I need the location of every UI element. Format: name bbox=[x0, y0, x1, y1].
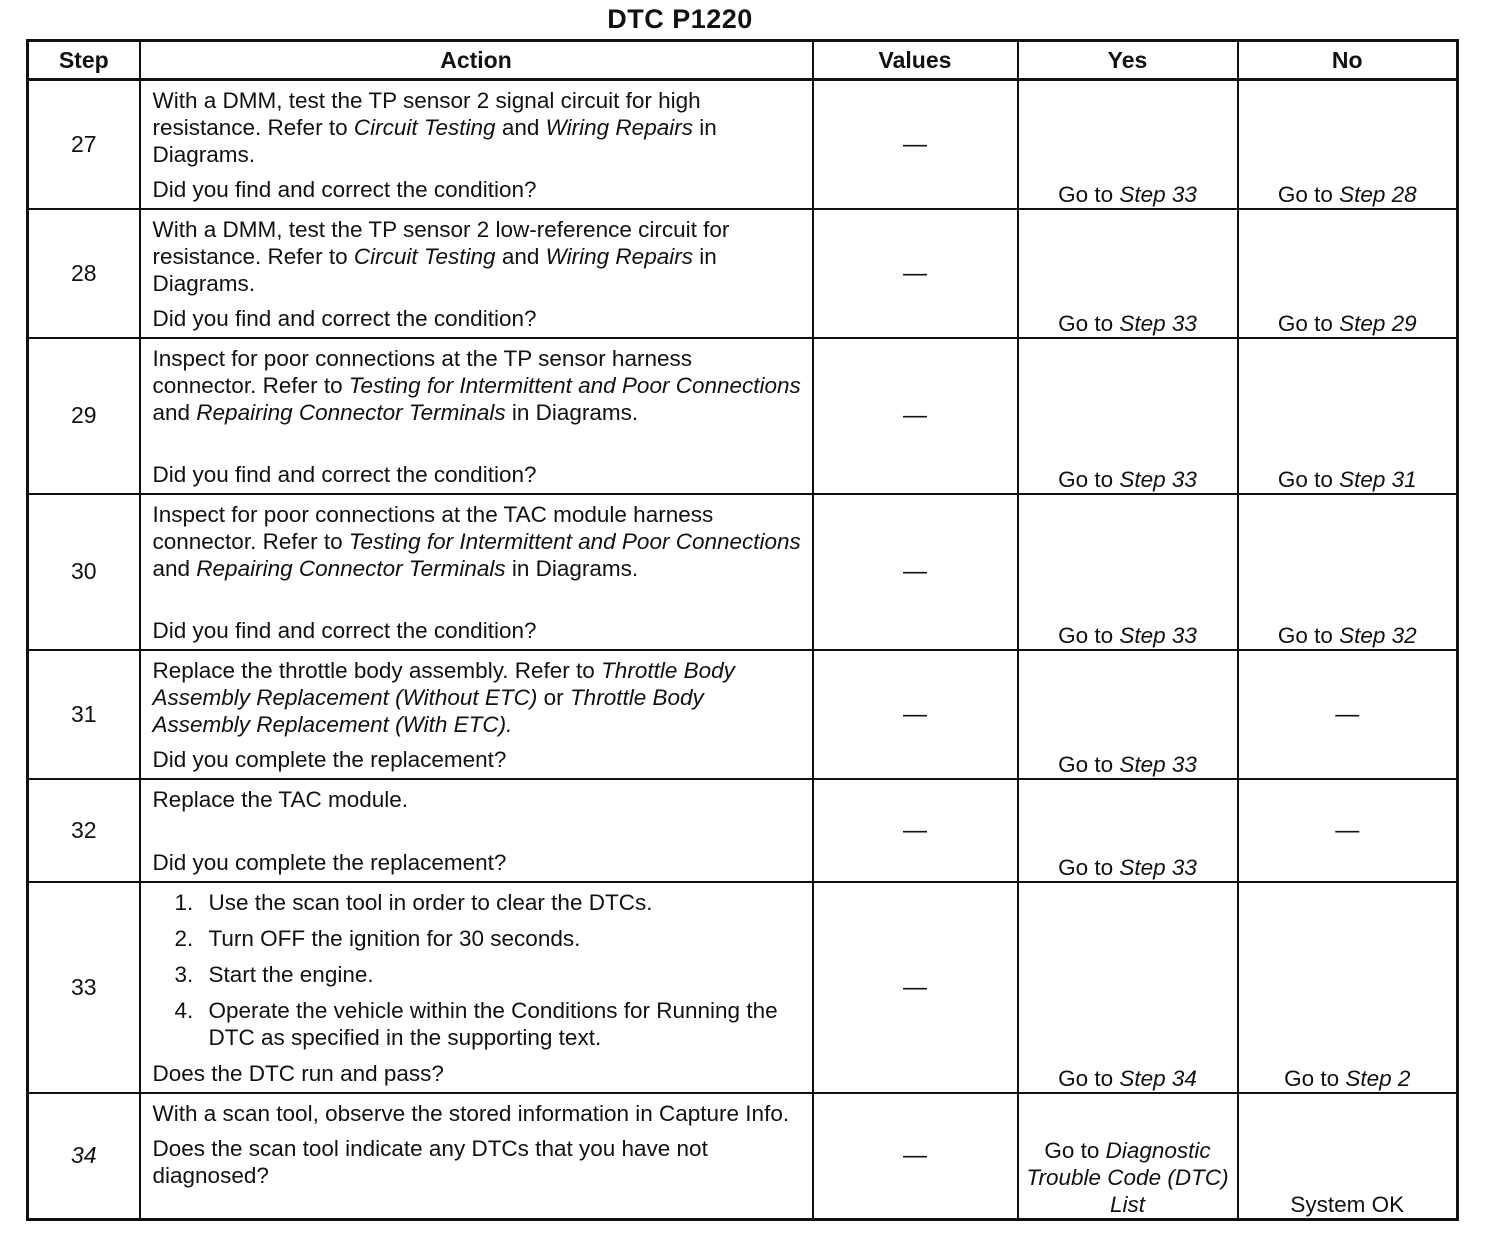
action-cell bbox=[140, 650, 813, 779]
step-number: 28 bbox=[28, 209, 140, 338]
yes-cell: Go to Step 34 bbox=[1018, 882, 1238, 1093]
yes-cell: Go to Step 33 bbox=[1018, 338, 1238, 494]
table-row bbox=[28, 882, 1458, 1093]
action-text: Replace the throttle body assembly. Refer to Throttle Body Assembly Replacement (Without ETC) or Throttle Body Assembly Replacement (With ETC). bbox=[152, 657, 735, 737]
action-text: With a scan tool, observe the stored information in Capture Info. bbox=[152, 1100, 790, 1126]
step-number: 33 bbox=[28, 882, 140, 1093]
action-text: Replace the TAC module. bbox=[152, 786, 409, 812]
step-number: 32 bbox=[28, 779, 140, 882]
action-question: Did you complete the replacement? bbox=[152, 849, 507, 875]
action-question: Did you find and correct the condition? bbox=[152, 176, 537, 202]
values-cell: — bbox=[813, 882, 1018, 1093]
action-cell bbox=[140, 209, 813, 338]
step-number: 27 bbox=[28, 80, 140, 209]
list-item: 4. Operate the vehicle within the Conditions for Running the DTC as specified in the supporting text. bbox=[174, 997, 778, 1050]
no-cell: Go to Step 29 bbox=[1238, 209, 1458, 338]
list-item: 1. Use the scan tool in order to clear the DTCs. bbox=[174, 889, 653, 915]
yes-cell: Go to Step 33 bbox=[1018, 650, 1238, 779]
values-cell: — bbox=[813, 338, 1018, 494]
step-number: 30 bbox=[28, 494, 140, 650]
action-cell bbox=[140, 494, 813, 650]
list-item: 2. Turn OFF the ignition for 30 seconds. bbox=[174, 925, 581, 951]
table-row bbox=[28, 494, 1458, 650]
action-text: With a DMM, test the TP sensor 2 signal circuit for high resistance. Refer to Circuit Testing and Wiring Repairs in Diagrams. bbox=[152, 88, 717, 167]
values-cell: — bbox=[813, 650, 1018, 779]
action-cell bbox=[140, 779, 813, 882]
action-question: Did you find and correct the condition? bbox=[152, 305, 537, 331]
action-cell bbox=[140, 882, 813, 1093]
diagnostic-table bbox=[26, 39, 1459, 1221]
table-row bbox=[28, 779, 1458, 882]
action-cell bbox=[140, 1093, 813, 1220]
no-cell: Go to Step 28 bbox=[1238, 80, 1458, 209]
values-cell: — bbox=[813, 80, 1018, 209]
action-question: Does the DTC run and pass? bbox=[152, 1060, 444, 1086]
header-yes: Yes bbox=[1018, 41, 1238, 80]
yes-cell: Go to Step 33 bbox=[1018, 80, 1238, 209]
no-cell: Go to Step 32 bbox=[1238, 494, 1458, 650]
table-row bbox=[28, 650, 1458, 779]
yes-cell: Go to Step 33 bbox=[1018, 494, 1238, 650]
action-text: Inspect for poor connections at the TP sensor harness connector. Refer to Testing for Intermittent and Poor Connections and Repairing Connector Terminals in Diagrams. bbox=[152, 345, 801, 425]
values-cell: — bbox=[813, 1093, 1018, 1220]
action-text: Inspect for poor connections at the TAC module harness connector. Refer to Testing for Intermittent and Poor Connections and Repairing Connector Terminals in Diagrams. bbox=[152, 501, 801, 581]
header-action: Action bbox=[140, 41, 813, 80]
list-item: 3. Start the engine. bbox=[174, 961, 374, 987]
table-row bbox=[28, 80, 1458, 209]
no-cell: System OK bbox=[1238, 1093, 1458, 1220]
action-cell bbox=[140, 80, 813, 209]
step-number: 29 bbox=[28, 338, 140, 494]
no-cell: Go to Step 2 bbox=[1238, 882, 1458, 1093]
action-question: Did you find and correct the condition? bbox=[152, 461, 537, 487]
header-step: Step bbox=[28, 41, 140, 80]
table-row bbox=[28, 209, 1458, 338]
yes-cell: Go to Step 33 bbox=[1018, 209, 1238, 338]
table-row bbox=[28, 1093, 1458, 1220]
values-cell: — bbox=[813, 494, 1018, 650]
header-no: No bbox=[1238, 41, 1458, 80]
action-question: Did you complete the replacement? bbox=[152, 746, 507, 772]
step-number: 34 bbox=[28, 1093, 140, 1220]
action-question: Did you find and correct the condition? bbox=[152, 617, 537, 643]
no-cell: Go to Step 31 bbox=[1238, 338, 1458, 494]
values-cell: — bbox=[813, 209, 1018, 338]
no-cell: — bbox=[1238, 779, 1458, 882]
table-row bbox=[28, 338, 1458, 494]
table-header-row bbox=[28, 41, 1458, 80]
values-cell: — bbox=[813, 779, 1018, 882]
step-number: 31 bbox=[28, 650, 140, 779]
action-cell bbox=[140, 338, 813, 494]
action-text: With a DMM, test the TP sensor 2 low-reference circuit for resistance. Refer to Circuit Testing and Wiring Repairs in Diagrams. bbox=[152, 216, 730, 296]
header-values: Values bbox=[813, 41, 1018, 80]
numbered-list bbox=[153, 889, 802, 1060]
no-cell: — bbox=[1238, 650, 1458, 779]
page-title: DTC P1220 bbox=[607, 4, 753, 34]
action-question: Does the scan tool indicate any DTCs that you have not diagnosed? bbox=[152, 1135, 708, 1188]
yes-cell: Go to Step 33 bbox=[1018, 779, 1238, 882]
yes-cell: Go to Diagnostic Trouble Code (DTC) List bbox=[1018, 1093, 1238, 1220]
